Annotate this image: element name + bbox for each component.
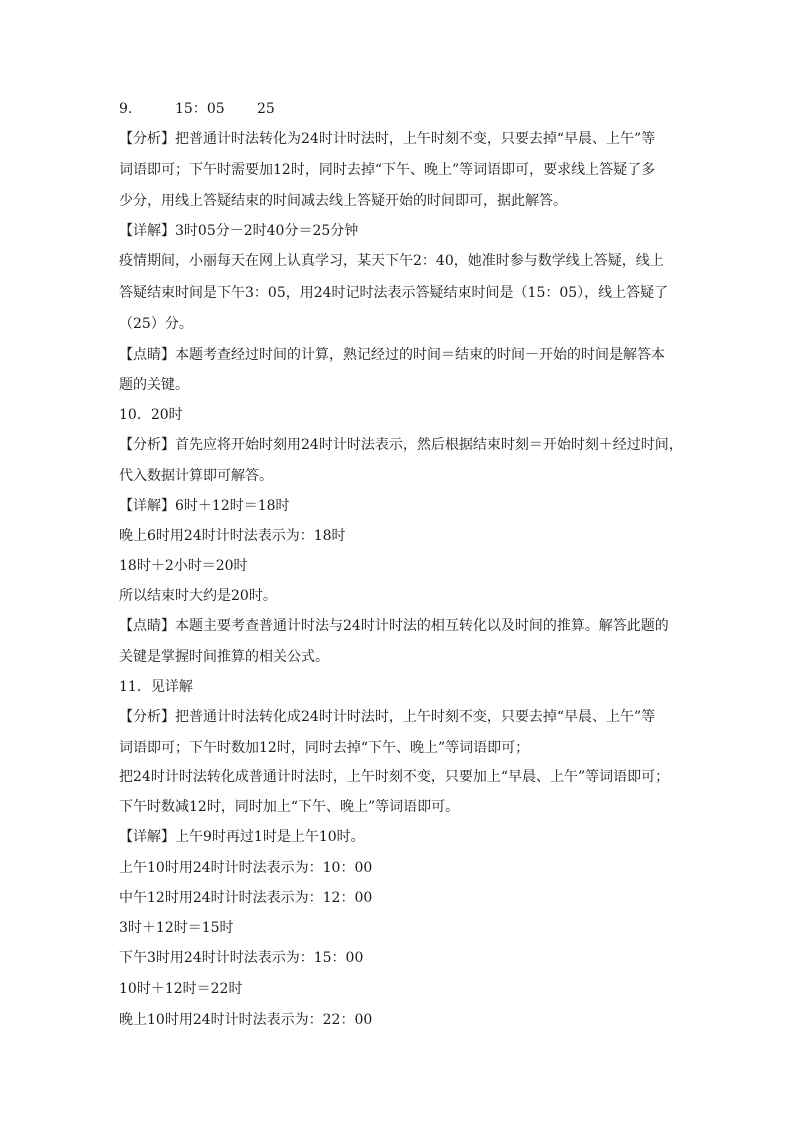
q11-detail-line-2: 上午10时用24时计时法表示为：10：00: [119, 860, 373, 876]
q9-answer-2: 25: [257, 101, 275, 117]
q11-detail-line-3: 中午12时用24时计时法表示为：12：00: [119, 890, 373, 906]
q11-detail-line-6: 10时＋12时＝22时: [119, 981, 243, 997]
q11-detail-line-5: 下午3时用24时计时法表示为：15：00: [119, 950, 364, 966]
q9-detail-line-4: （25）分。: [119, 316, 193, 332]
q9-analysis-line-3: 少分，用线上答疑结束的时间减去线上答疑开始的时间即可，据此解答。: [119, 193, 567, 209]
q10-detail-line-2: 晚上6时用24时计时法表示为：18时: [119, 528, 346, 544]
q11-detail-line-7: 晚上10时用24时计时法表示为：22：00: [119, 1012, 373, 1028]
q11-analysis-line-4: 下午时数减12时，同时加上“下午、晚上”等词语即可。: [119, 799, 460, 815]
q9-analysis-line-2: 词语即可；下午时需要加12时，同时去掉“下午、晚上”等词语即可，要求线上答疑了多: [119, 162, 656, 178]
q11-detail-line-4: 3时＋12时＝15时: [119, 920, 234, 936]
q9-detail-line-2: 疫情期间，小丽每天在网上认真学习，某天下午2：40，她准时参与数学线上答疑，线上: [119, 253, 664, 269]
q10-analysis-line-2: 代入数据计算即可解答。: [119, 468, 273, 484]
q11-analysis-line-2: 词语即可；下午时数加12时，同时去掉“下午、晚上”等词语即可；: [119, 740, 530, 756]
q9-comment-line-1: 【点睛】本题考查经过时间的计算，熟记经过的时间＝结束的时间－开始的时间是解答本: [119, 347, 665, 363]
q10-heading: 10．20时: [119, 407, 183, 423]
q11-analysis-line-3: 把24时计时法转化成普通计时法时，上午时刻不变，只要加上“早晨、上午”等词语即可；: [119, 769, 670, 785]
q10-detail-line-1: 【详解】6时＋12时＝18时: [119, 498, 290, 514]
q9-number: 9.: [119, 101, 133, 117]
q10-comment-line-1: 【点睛】本题主要考查普通计时法与24时计时法的相互转化以及时间的推算。解答此题的: [119, 618, 669, 634]
q10-comment-line-2: 关键是掌握时间推算的相关公式。: [119, 649, 329, 665]
q10-detail-line-3: 18时＋2小时＝20时: [119, 558, 248, 574]
q10-detail-line-4: 所以结束时大约是20时。: [119, 588, 277, 604]
q9-comment-line-2: 题的关键。: [119, 377, 189, 393]
q9-answer-line: [119, 99, 275, 119]
q9-detail-line-1: 【详解】3时05分－2时40分＝25分钟: [119, 223, 359, 239]
q11-analysis-line-1: 【分析】把普通计时法转化成24时计时法时，上午时刻不变，只要去掉“早晨、上午”等: [119, 709, 656, 725]
q11-heading: 11．见详解: [119, 679, 193, 695]
q10-analysis-line-1: 【分析】首先应将开始时刻用24时计时法表示，然后根据结束时刻＝开始时刻＋经过时间，: [119, 437, 683, 453]
q9-answer-1: 15：05: [175, 101, 225, 117]
q9-analysis-line-1: 【分析】把普通计时法转化为24时计时法时，上午时刻不变，只要去掉“早晨、上午”等: [119, 131, 656, 147]
q9-detail-line-3: 答疑结束时间是下午3：05，用24时记时法表示答疑结束时间是（15：05），线上答疑了: [119, 285, 669, 301]
q11-detail-line-1: 【详解】上午9时再过1时是上午10时。: [119, 829, 365, 845]
